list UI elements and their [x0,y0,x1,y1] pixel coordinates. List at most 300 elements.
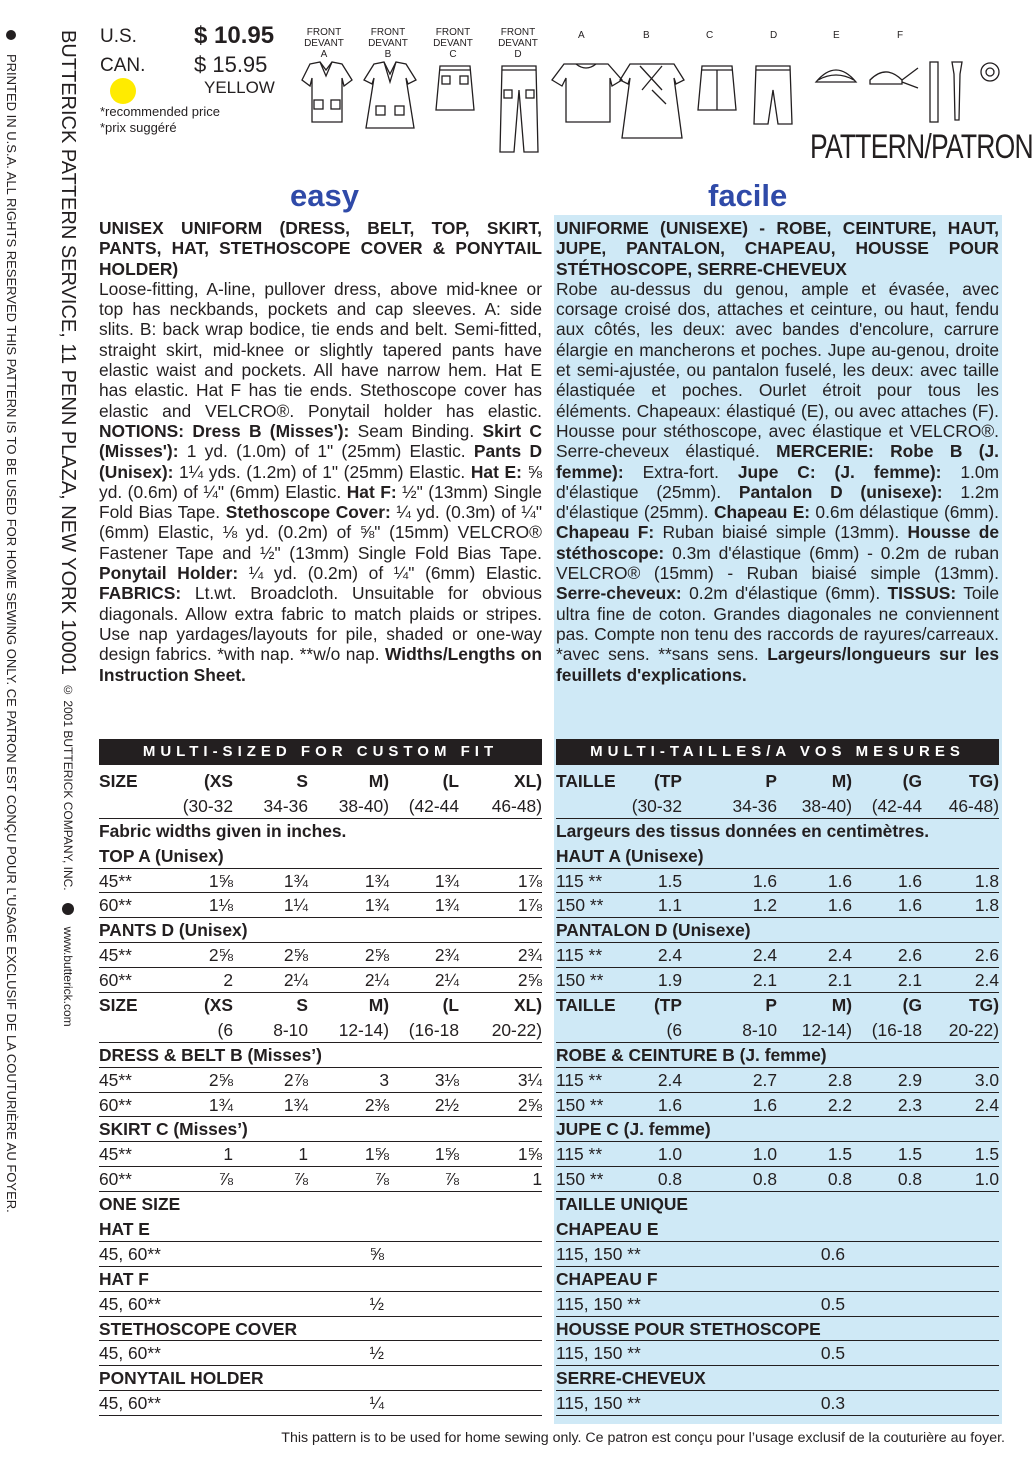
fabric-width: 45, 60** [99,1343,161,1364]
section-title: HOUSSE POUR STETHOSCOPE [556,1318,821,1339]
size-measure-row [556,1018,999,1043]
yardage-cell: 2⅝ [517,970,542,991]
yardage-cell: 2.8 [827,1069,852,1090]
yardage-cell: 1¾ [208,1094,233,1115]
yardage-cell: 1⅛ [208,895,233,916]
difficulty-en: easy [290,178,359,213]
fabrics-label: FABRICS: [99,583,182,604]
notion-hat-f-text: ½" (13mm) Single Fold Bias Tape. [99,481,542,523]
view-label-e: E [833,30,840,41]
front-top-a-drawing [302,62,352,122]
size-column-header: M) [368,995,389,1016]
size-header-row [556,769,999,794]
table-section-heading [556,1117,999,1142]
fabric-width: 115, 150 ** [556,1393,641,1414]
yardage-cell: 2⅝ [364,945,389,966]
size-measure: 46-48) [491,795,542,816]
yardage-cell: 1¾ [364,895,389,916]
table-section-heading [99,1117,542,1142]
mercerie-jupe-label: Jupe C: (J. femme): [737,461,942,482]
notion-hat-e-label: Hat E: [470,461,522,482]
yardage-cell: 2.2 [827,1094,852,1115]
size-band-fr: MULTI-TAILLES/A VOS MESURES [556,739,999,765]
table-row [556,1391,999,1416]
fabric-width: 60** [99,1169,132,1190]
yardage-cell: 1¼ [283,895,308,916]
mercerie-serre-text: 0.2m d'élastique (6mm). [689,583,881,604]
mercerie-chapeau-e-text: 0.6m délastique (6mm). [815,502,1000,523]
yardage-cell: 2⅝ [283,945,308,966]
view-label-d: FRONT DEVANT D [498,27,538,60]
yardage-cell: 1 [223,1144,233,1165]
table-note-text: Largeurs des tissus données en centimètres. [556,820,930,841]
yardage-cell: 1 [532,1169,542,1190]
fabric-width: 115, 150 ** [556,1293,641,1314]
size-measure: 8-10 [742,1019,777,1040]
back-skirt-c-drawing [698,66,736,110]
yardage-cell: 3⅛ [434,1069,459,1090]
yardage-cell: 1¾ [434,895,459,916]
size-label: TAILLE [556,995,616,1016]
table-section-heading [556,1217,999,1242]
mercerie-chapeau-e-label: Chapeau E: [713,502,811,523]
yardage-cell: 2¼ [283,970,308,991]
size-column-header: M) [831,771,852,791]
notions-label: NOTIONS: [99,420,185,441]
yardage-cell: 0.5 [820,1343,845,1364]
yardage-cell: 2.4 [974,970,999,991]
yardage-cell: 2¾ [434,945,459,966]
yardage-cell: 1.5 [897,1144,922,1165]
table-row [556,968,999,993]
yardage-cell: 2.4 [752,945,777,966]
mercerie-chapeau-f-text: Ruban biaisé simple (13mm). [662,522,900,543]
yardage-cell: 1.2 [752,895,777,916]
table-row [556,1242,999,1267]
table-section-heading [99,1267,542,1292]
yardage-cell: 2.3 [897,1094,922,1115]
table-row [556,1093,999,1118]
size-measure: 20-22) [948,1019,999,1040]
size-column-header: (G [902,995,922,1016]
table-row [556,893,999,918]
size-header-row [99,993,542,1018]
yardage-cell: 0.3 [820,1393,845,1414]
table-section-heading [556,1317,999,1342]
back-view-label-a: A [578,30,585,41]
yardage-cell: 2⅝ [208,1069,233,1090]
yardage-cell: 2.1 [897,970,922,991]
size-measure: (42-44 [408,795,459,816]
pattern-title: PATTERN/PATRON [810,128,1033,166]
yardage-cell: 1.6 [827,895,852,916]
size-column-header: XL) [513,995,542,1016]
yardage-cell: 2.4 [827,945,852,966]
notion-pony-label: Ponytail Holder: [99,563,239,584]
mercerie-label: MERCERIE: [776,441,874,462]
back-view-label-d: D [770,30,778,41]
fabric-width: 115, 150 ** [556,1243,641,1264]
mercerie-chapeau-f-label: Chapeau F: [556,522,655,543]
yardage-cell: 2.9 [897,1069,922,1090]
us-price: $ 10.95 [194,22,275,49]
yardage-cell: 0.8 [827,1169,852,1190]
size-measure: 12-14) [338,1019,389,1040]
yardage-cell: 2.7 [752,1069,777,1090]
table-row [556,1292,999,1317]
fabric-width: 115 ** [556,1144,603,1165]
yardage-cell: ½ [369,1293,384,1314]
size-measure: (16-18 [871,1019,922,1040]
yardage-cell: 2.1 [827,970,852,991]
mercerie-housse-text: 0.3m d'élastique (6mm) - 0.2m de ruban VELCRO® (15mm) - Ruban biaisé simple (13mm). [556,542,999,584]
size-header-row [556,993,999,1018]
yardage-cell: 2.6 [974,945,999,966]
table-row [99,1142,542,1167]
can-price: $ 15.95 [194,52,268,77]
yardage-cell: 1.5 [974,1144,999,1165]
table-row [556,869,999,894]
table-row [556,1068,999,1093]
fabric-width: 45** [99,1144,132,1165]
size-column-header: (G [902,771,922,791]
fabric-width: 45, 60** [99,1393,161,1414]
fabric-width: 115 ** [556,945,603,966]
section-title: DRESS & BELT B (Misses’) [99,1044,322,1065]
notion-pants-text: 1¼ yds. (1.2m) of 1" (25mm) Elastic. [179,461,466,482]
size-column-header: (XS [204,771,233,791]
section-title: PONYTAIL HOLDER [99,1368,264,1389]
fabric-width: 150 ** [556,970,604,991]
back-view-label-c: C [706,30,714,41]
notion-dress-text: Seam Binding. [357,420,475,441]
front-dress-b-drawing [364,62,416,128]
table-row [99,1167,542,1192]
fabric-width: 45** [99,870,132,891]
yardage-cell: 1⅝ [517,1144,542,1165]
yardage-cell: 2¼ [434,970,459,991]
notion-hat-e-text: ⅝ yd. (0.6m) of ¼" (6mm) Elastic. [99,461,542,502]
yardage-cell: 2⅞ [283,1069,308,1090]
yardage-cell: 1.6 [897,870,922,891]
section-title: CHAPEAU E [556,1219,659,1240]
section-title: PANTALON D (Unisexe) [556,920,751,941]
size-measure: 34-36 [732,795,777,816]
yardage-cell: 2⅝ [208,945,233,966]
stethoscope-drawing [952,62,962,120]
size-column-header: (L [442,995,459,1016]
section-title: TOP A (Unisex) [99,845,224,866]
section-title: HAUT A (Unisexe) [556,845,704,866]
yardage-cell: 2½ [434,1094,459,1115]
description-body-en: Loose-fitting, A-line, pullover dress, above mid-knee or top has neckbands, pockets and cap sleeves. A: side slits. B: back wrap bodice, tie ends and belt. Semi-fitted, straight skirt, mid-knee or slightly tapered pants have elastic waist and pockets. All have narrow hem. Hat E has elastic. Hat F has tie ends. Stethoscope cover has elastic and VELCRO®. Ponytail holder has elastic. [99,278,542,421]
yardage-cell: 0.8 [752,1169,777,1190]
bullet-icon [6,30,16,40]
size-column-header: (L [442,771,459,791]
yardage-cell: ⅝ [369,1243,384,1264]
size-measure: 46-48) [948,795,999,816]
size-measure: 12-14) [801,1019,852,1040]
size-band-en: MULTI-SIZED FOR CUSTOM FIT [99,739,542,765]
size-column-header: P [765,771,777,791]
fabric-width: 60** [99,1094,132,1115]
table-row [556,1142,999,1167]
price-note-fr: *prix suggéré [100,120,177,135]
notion-skirt-text: 1 yd. (1.0m) of 1" (25mm) Elastic. [186,441,466,462]
yardage-cell: ⅞ [293,1169,308,1190]
size-column-header: M) [831,995,852,1016]
fabric-width: 150 ** [556,895,604,916]
fabric-width: 45** [99,945,132,966]
table-row [99,893,542,918]
us-price-label: U.S. [100,26,137,47]
hat-f-drawing [870,68,918,88]
largeurs-note: Largeurs/longueurs sur les feuillets d'explications. [556,644,999,685]
yellow-price-dot [110,78,136,104]
view-label-c: FRONT DEVANT C [433,27,473,60]
size-header-row [99,769,542,794]
yardage-cell: 3.0 [974,1069,999,1090]
notion-steth-text: ¼ yd. (0.3m) of ¼" (6mm) Elastic, ⅛ yd. (0.2m) of ⅝" (15mm) VELCRO® Fastener Tape and ½" (13mm) Single Fold Bias Tape. [99,502,542,563]
notion-dress-label: Dress B (Misses'): [192,420,350,441]
size-measure-row [99,794,542,819]
front-skirt-c-drawing [436,66,474,110]
table-section-heading [556,918,999,943]
yardage-table-en [99,769,542,1416]
table-section-heading [99,918,542,943]
table-section-heading [99,1192,542,1217]
size-column-header: S [296,771,308,791]
yardage-cell: 1.8 [974,870,999,891]
website-link[interactable]: www.butterick.com [61,926,75,1027]
table-section-heading [556,1192,999,1217]
section-title: ROBE & CEINTURE B (J. femme) [556,1044,827,1065]
size-column-header: (TP [653,771,682,791]
side-outer-text: PRINTED IN U.S.A. ALL RIGHTS RESERVED THIS PATTERN IS TO BE USED FOR HOME SEWING ONLY. CE PATRON EST CONÇU POUR L'USAGE EXCLUSIF DE LA COUTURIÈRE AU FOYER. [4,54,19,1213]
description-en [99,218,542,685]
stethoscope-cover-drawing [930,62,938,122]
yardage-table-fr [556,769,999,1416]
hat-e-drawing [816,70,856,82]
fabric-width: 150 ** [556,1169,604,1190]
yardage-cell: ½ [369,1343,384,1364]
size-measure: 34-36 [263,795,308,816]
table-row [99,968,542,993]
yardage-cell: 3¼ [517,1069,542,1090]
table-row [99,1292,542,1317]
yardage-cell: 1.5 [827,1144,852,1165]
back-view-label-b: B [643,30,650,41]
mercerie-pantalon-text: 1.2m d'élastique (25mm). [556,481,1000,523]
yardage-cell: 0.8 [897,1169,922,1190]
side-publisher-text [56,30,79,1027]
view-label-b: FRONT DEVANT B [368,27,408,60]
size-label: SIZE [99,771,138,791]
yardage-cell: 2.4 [657,1069,682,1090]
size-column-header: (XS [204,995,233,1016]
fabric-width: 115 ** [556,870,603,891]
notion-pony-text: ¼ yd. (0.2m) of ¼" (6mm) Elastic. [248,563,542,584]
yardage-cell: 1⅞ [517,895,542,916]
description-heading-fr: UNIFORME (UNISEXE) - ROBE, CEINTURE, HAUT, JUPE, PANTALON, CHAPEAU, HOUSSE POUR STÉTHOSCOPE, SERRE-CHEVEUX [556,218,999,279]
table-row [99,943,542,968]
notion-skirt-label: Skirt C (Misses'): [99,420,542,462]
size-measure: 38-40) [801,795,852,816]
yardage-cell: 0.6 [820,1243,845,1264]
yardage-cell: 2 [223,970,233,991]
yardage-cell: 2.4 [657,945,682,966]
yardage-cell: 1.5 [657,870,682,891]
yardage-cell: 1.6 [657,1094,682,1115]
table-section-heading [99,1366,542,1391]
mercerie-jupe-text: 1.0m d'élastique (25mm). [556,461,999,502]
back-top-a-drawing [552,64,622,122]
yardage-cell: 1.6 [827,870,852,891]
table-section-heading [99,1317,542,1342]
yardage-cell: ⅞ [444,1169,459,1190]
table-note-text: Fabric widths given in inches. [99,820,347,841]
fabric-width: 45, 60** [99,1243,161,1264]
table-section-heading [556,844,999,869]
size-measure: (6 [666,1019,682,1040]
section-title: PANTS D (Unisex) [99,920,248,941]
table-section-heading [556,1267,999,1292]
size-column-header: M) [368,771,389,791]
fabric-width: 150 ** [556,1094,604,1115]
table-section-heading [99,1043,542,1068]
view-label-f: F [897,30,904,41]
notion-pants-label: Pants D (Unisex): [99,441,543,482]
table-row [99,1341,542,1366]
view-label-a: FRONT DEVANT A [304,27,344,60]
description-heading-en: UNISEX UNIFORM (DRESS, BELT, TOP, SKIRT, PANTS, HAT, STETHOSCOPE COVER & PONYTAIL HOLDER) [99,218,542,279]
yardage-cell: 2.1 [752,970,777,991]
table-section-heading [99,844,542,869]
fabric-width: 60** [99,895,132,916]
table-row [99,1068,542,1093]
table-row [99,1391,542,1416]
widths-note: Widths/Lengths on Instruction Sheet. [99,644,542,685]
size-column-header: (TP [653,995,682,1016]
yardage-cell: 0.8 [657,1169,682,1190]
yardage-cell: 2¼ [364,970,389,991]
section-title: HAT F [99,1268,149,1289]
yardage-cell: ⅞ [218,1169,233,1190]
yardage-cell: 1.0 [657,1144,682,1165]
table-row [99,869,542,894]
table-section-heading [556,1366,999,1391]
yardage-cell: ¼ [369,1393,384,1414]
table-row [556,943,999,968]
description-body-fr: Robe au-dessus du genou, ample et évasée, avec corsage croisé dos, attaches et ceinture, ou haut, fendu aux côtés, les deux: avec bandes d'encolure, carrure élargie en mancherons et poches. Jupe au-genou, droite et semi-ajustée, ou pantalon fuselé, les deux: avec taille élastiquée et poches. Ourlet étroit pour tous les éléments. Chapeaux: élastiqué (E), ou avec attaches (F). Housse pour stéthoscope, avec élastique et VELCRO®. Serre-cheveux élastiqué. [556,278,999,462]
size-measure-row [556,794,999,819]
table-note [99,819,542,844]
size-measure-row [99,1018,542,1043]
yardage-cell: 1.9 [657,970,682,991]
table-row [556,1167,999,1192]
yardage-cell: 2¾ [517,945,542,966]
table-row [99,1242,542,1267]
fabric-width: 45, 60** [99,1293,161,1314]
table-row [99,1093,542,1118]
size-column-header: S [296,995,308,1016]
yardage-cell: 1¾ [364,870,389,891]
mercerie-pantalon-label: Pantalon D (unisexe): [738,481,943,502]
size-measure: (30-32 [182,795,233,816]
yardage-cell: 1⅝ [208,870,233,891]
tissus-text: Toile ultra fine de coton. Grandes diagonales ne conviennent pas. Compte non tenu des raccords de rayures/carreaux. *avec sens. **sans sens. [556,583,999,665]
mercerie-housse-label: Housse de stéthoscope: [556,522,999,563]
yardage-cell: 1.8 [974,895,999,916]
mercerie-robe-text: Extra-fort. [642,461,719,482]
yardage-cell: 1¾ [434,870,459,891]
price-note-en: *recommended price [100,104,220,119]
notion-steth-label: Stethoscope Cover: [225,502,391,523]
yardage-cell: 1.6 [752,870,777,891]
yellow-label: YELLOW [204,78,275,97]
size-column-header: XL) [513,771,542,791]
size-column-header: TG) [969,771,999,791]
tissus-label: TISSUS: [887,583,957,604]
yardage-cell: 1 [298,1144,308,1165]
copyright-notice: © 2001 BUTTERICK COMPANY, INC. [61,683,75,891]
yardage-cell: 0.5 [820,1293,845,1314]
mercerie-robe-label: Robe B (J. femme): [556,441,999,482]
size-measure: (30-32 [631,795,682,816]
fabrics-text: Lt.wt. Broadcloth. Unsuitable for obvious diagonals. Allow extra fabric to match plaids or stripes. Use nap yardages/layouts for pile, shaded or one-way design fabrics. *with nap. **w/o nap. [99,583,542,665]
yardage-cell: 2⅜ [364,1094,389,1115]
fabric-width: 115 ** [556,1069,603,1090]
footer-note: This pattern is to be used for home sewing only. Ce patron est conçu pour l’usage exclusif de la couturière au foyer. [281,1430,1005,1446]
size-measure: 8-10 [273,1019,308,1040]
fabric-width: 60** [99,970,132,991]
section-title: SKIRT C (Misses’) [99,1119,248,1140]
yardage-cell: 1⅝ [434,1144,459,1165]
yardage-cell: 1⅞ [517,870,542,891]
side-copyright-text [4,30,19,1213]
yardage-cell: 3 [379,1069,389,1090]
table-section-heading [99,1217,542,1242]
description-fr [556,218,999,685]
size-label: SIZE [99,995,138,1016]
ponytail-holder-drawing [981,63,999,81]
size-label: TAILLE [556,771,616,791]
yardage-cell: 1.6 [752,1094,777,1115]
section-title: HAT E [99,1219,150,1240]
yardage-cell: 2.6 [897,945,922,966]
yardage-cell: 1¾ [283,870,308,891]
size-column-header: P [765,995,777,1016]
mercerie-serre-label: Serre-cheveux: [556,583,682,604]
difficulty-fr: facile [708,178,788,213]
table-note [556,819,999,844]
yardage-cell: 1¾ [283,1094,308,1115]
yardage-cell: 2⅝ [517,1094,542,1115]
back-pants-d-drawing [754,66,792,124]
section-title: JUPE C (J. femme) [556,1119,711,1140]
size-measure: 20-22) [491,1019,542,1040]
fabric-width: 115, 150 ** [556,1343,641,1364]
yardage-cell: 1.6 [897,895,922,916]
section-title: SERRE-CHEVEUX [556,1368,706,1389]
yardage-cell: 1⅝ [364,1144,389,1165]
fabric-width: 45** [99,1069,132,1090]
size-column-header: TG) [969,995,999,1016]
table-section-heading [556,1043,999,1068]
notion-hat-f-label: Hat F: [346,481,397,502]
bullet-icon [62,903,74,915]
section-title: TAILLE UNIQUE [556,1194,689,1215]
